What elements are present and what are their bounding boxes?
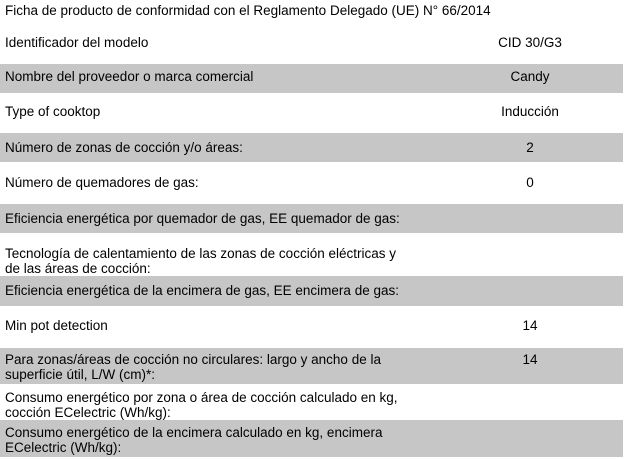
spec-value: CID 30/G3: [498, 35, 562, 50]
spec-value: Inducción: [501, 104, 559, 119]
spec-label: Número de quemadores de gas:: [5, 175, 199, 190]
spec-value: 14: [522, 318, 538, 333]
spec-row-non-circular-zones: [0, 348, 623, 384]
spec-row-gas-burner-efficiency: [0, 204, 623, 233]
spec-row-supplier: [0, 64, 623, 93]
spec-row-min-pot-detection: [0, 312, 623, 342]
spec-row-gas-hob-efficiency: [0, 276, 623, 306]
spec-label: Eficiencia energética de la encimera de gas, EE encimera de gas:: [5, 283, 399, 298]
spec-value: Candy: [510, 69, 550, 84]
spec-label: Consumo energético de la encimera calculado en kg, encimera ECelectric (Wh/kg):: [5, 425, 383, 455]
spec-label: Nombre del proveedor o marca comercial: [5, 69, 254, 84]
spec-label: Para zonas/áreas de cocción no circulares: largo y ancho de la superficie útil, L/W (cm)*:: [5, 352, 381, 382]
spec-label: Type of cooktop: [5, 104, 101, 119]
spec-value: 14: [522, 352, 538, 367]
spec-label: Eficiencia energética por quemador de gas, EE quemador de gas:: [5, 211, 400, 226]
spec-row-zone-energy-consumption: [0, 384, 623, 420]
spec-row-cooktop-type: [0, 98, 623, 126]
spec-label: Identificador del modelo: [5, 35, 149, 50]
spec-value: 0: [526, 175, 534, 190]
spec-row-gas-burners: [0, 168, 623, 196]
spec-label: Min pot detection: [5, 318, 108, 333]
spec-row-cooking-zones: [0, 133, 623, 162]
spec-label: Consumo energético por zona o área de cocción calculado en kg, cocción ECelectric (Wh/kg):: [5, 390, 398, 420]
spec-row-hob-energy-consumption: [0, 420, 623, 457]
spec-row-heating-technology: [0, 240, 623, 276]
document-title: Ficha de producto de conformidad con el Reglamento Delegado (UE) N° 66/2014: [5, 3, 491, 18]
spec-value: 2: [526, 140, 534, 155]
spec-label: Número de zonas de cocción y/o áreas:: [5, 140, 243, 155]
spec-row-model-id: [0, 30, 623, 58]
spec-label: Tecnología de calentamiento de las zonas de cocción eléctricas y de las áreas de cocción:: [5, 246, 396, 276]
